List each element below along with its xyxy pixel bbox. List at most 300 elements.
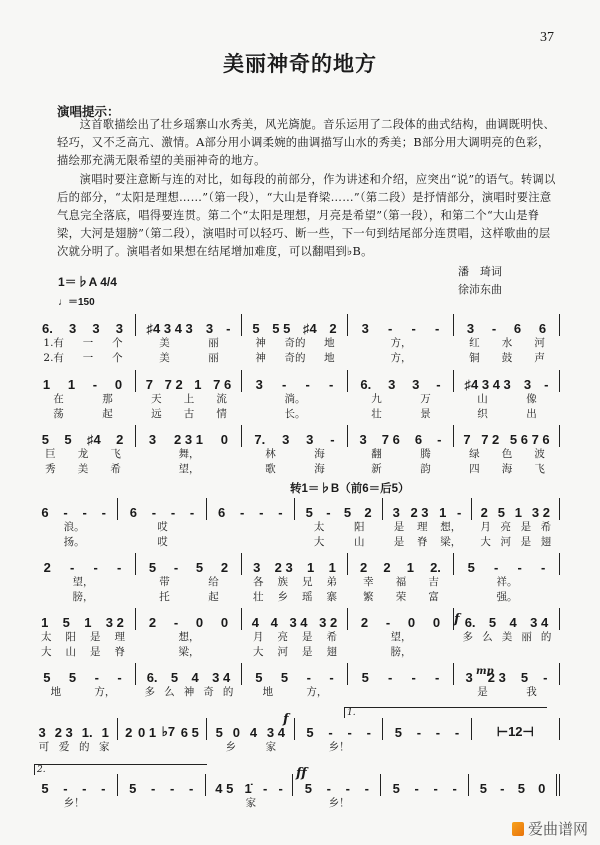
note: 6 — [218, 505, 226, 520]
lyric-measure — [472, 740, 560, 755]
lyric-syllable: 山 — [65, 646, 76, 658]
measure — [117, 718, 205, 740]
lyric-syllable: 各 — [253, 576, 264, 588]
note: - — [366, 725, 371, 740]
note: 2 — [383, 560, 391, 575]
lyric-syllable: 飞 — [110, 448, 121, 460]
measure — [30, 663, 135, 685]
lyric-syllable: 方， — [94, 686, 116, 698]
lyric-measure — [348, 462, 454, 477]
note: 5 — [488, 615, 497, 630]
lyric-measure — [383, 535, 471, 550]
lyric-syllable: 浪。 — [63, 521, 85, 533]
lyric-syllable: 在 — [53, 393, 64, 405]
note: - — [436, 377, 441, 392]
lyric-syllable: 大 — [480, 536, 491, 548]
lyric-syllable: 荣 — [395, 591, 407, 603]
note: - — [173, 560, 179, 575]
watermark-text: 爱曲谱网 — [528, 820, 589, 838]
measure — [453, 370, 560, 392]
note: ⊢12⊣ — [496, 724, 534, 739]
lyric-measure — [454, 336, 560, 351]
note: - — [226, 321, 231, 336]
note: - — [387, 670, 393, 685]
note: - — [151, 505, 157, 520]
lyric-measure — [454, 407, 560, 422]
lyric-measure — [242, 351, 348, 366]
lyrics-verse-2 — [30, 535, 560, 550]
note: - — [306, 670, 311, 685]
note: - — [326, 505, 331, 520]
lyric-syllable: 家 — [265, 741, 277, 753]
note: 0 — [538, 781, 546, 796]
note: 5 — [304, 781, 313, 796]
note: 2 — [360, 560, 368, 575]
lyric-measure — [472, 796, 560, 811]
note: - — [454, 725, 460, 740]
lyric-syllable: 梁， — [440, 536, 462, 548]
note: 0 — [220, 615, 229, 630]
lyric-measure — [136, 685, 242, 700]
lyric-measure — [30, 520, 118, 535]
lyric-syllable: 望， — [178, 463, 200, 475]
note: 3 — [253, 560, 261, 575]
lyric-syllable: 古 — [183, 408, 195, 420]
dynamic-f: f — [283, 712, 289, 727]
lyric-measure — [348, 392, 454, 407]
measure — [206, 718, 294, 740]
lyric-syllable: 淌。 — [284, 393, 306, 405]
key-signature: 1＝♭A 4/4 — [58, 275, 117, 289]
note: 2 — [116, 432, 124, 447]
note: 0 1 — [138, 725, 157, 740]
lyric-syllable: 水 — [501, 337, 513, 349]
lyric-syllable: 韵 — [420, 463, 431, 475]
note: - — [94, 670, 99, 685]
lyric-measure — [295, 520, 383, 535]
measure — [241, 608, 347, 630]
lyric-syllable: 脊 — [416, 536, 428, 548]
note: 5 — [361, 670, 369, 685]
note: - — [170, 781, 175, 796]
measure — [347, 370, 453, 392]
note: - — [262, 781, 268, 796]
note: 0 — [195, 615, 204, 630]
dynamic-ff: ff — [296, 766, 307, 781]
lyric-syllable: 希 — [540, 521, 552, 533]
note: 2 3 — [54, 725, 73, 740]
lyric-syllable: 是 — [520, 521, 532, 533]
lyric-syllable: 丽 — [521, 631, 532, 643]
note: ♭7 — [161, 724, 176, 739]
volta-second-ending: 2. — [34, 764, 207, 775]
measure — [453, 425, 560, 447]
lyrics-verse-2 — [30, 351, 560, 366]
note: - — [385, 615, 391, 630]
note: 5 — [467, 560, 475, 575]
lyric-measure — [136, 351, 242, 366]
score-system — [30, 314, 560, 366]
note: 6 — [414, 432, 423, 447]
measure — [30, 774, 117, 796]
lyric-syllable: 是 — [90, 646, 101, 658]
lyric-syllable: 乡！ — [328, 741, 350, 753]
note: 3 — [282, 432, 290, 447]
lyric-measure — [472, 520, 560, 535]
note: - — [491, 321, 497, 336]
lyric-syllable: 寨 — [326, 591, 337, 603]
note: 3 4 — [212, 670, 231, 685]
measure — [30, 608, 135, 630]
note: 5 6 7 6 — [509, 432, 550, 447]
note: 7. — [254, 432, 266, 447]
lyric-syllable: 美 — [77, 463, 89, 475]
lyric-measure — [30, 796, 118, 811]
lyric-syllable: 腾 — [420, 448, 431, 460]
lyric-syllable: 一 — [82, 337, 94, 349]
lyrics-verse-1 — [30, 575, 560, 590]
note: 0 — [114, 377, 123, 392]
lyric-syllable: 是 — [90, 631, 101, 643]
lyric-measure — [207, 520, 295, 535]
note: - — [543, 670, 548, 685]
lyric-syllable: 太 — [41, 631, 52, 643]
note: - — [544, 377, 549, 392]
note: 5 — [148, 560, 157, 575]
note: 0 — [407, 615, 416, 630]
lyric-syllable: 乡！ — [63, 797, 85, 809]
lyric-syllable: 壮 — [371, 408, 382, 420]
lyric-measure — [136, 392, 242, 407]
notation-row — [30, 370, 560, 392]
lyric-measure — [136, 630, 242, 645]
note: 1. — [81, 725, 93, 740]
note: - — [414, 781, 419, 796]
lyric-syllable: 2.有 — [43, 352, 64, 364]
note: 3 2 — [319, 615, 338, 630]
lyric-syllable: 起 — [102, 408, 113, 420]
lyric-syllable: 希 — [326, 631, 337, 643]
note: 5 — [64, 432, 72, 447]
note: - — [170, 505, 176, 520]
measure — [241, 553, 347, 575]
note: - — [82, 781, 87, 796]
lyric-measure — [454, 392, 560, 407]
measure — [135, 553, 241, 575]
measure — [468, 774, 560, 796]
notation-row — [30, 553, 560, 575]
note: 7 2 — [164, 377, 183, 392]
notation-row — [30, 498, 560, 520]
composer: 徐沛东曲 — [458, 283, 502, 296]
lyric-syllable: 长。 — [284, 408, 306, 420]
lyric-syllable: 祥。 — [496, 576, 518, 588]
lyrics-verse-1 — [30, 392, 560, 407]
lyric-syllable: 绿 — [469, 448, 480, 460]
notation-row — [30, 314, 560, 336]
measure — [30, 314, 135, 336]
lyric-syllable: 膀， — [72, 591, 94, 603]
lyrics-verse-1 — [30, 796, 560, 811]
note: - — [117, 560, 122, 575]
lyric-syllable: 方， — [306, 686, 328, 698]
note: 4 5 — [215, 781, 234, 796]
notation-row — [30, 608, 560, 630]
dynamic-f: f — [454, 612, 460, 627]
note: 5 — [68, 670, 77, 685]
lyric-syllable: 河 — [277, 646, 288, 658]
notation-row — [30, 425, 560, 447]
lyric-measure — [242, 630, 348, 645]
note: 5 — [520, 670, 529, 685]
note: 6. — [42, 321, 53, 336]
note: 1 — [67, 377, 76, 392]
score-system — [30, 663, 560, 700]
measure — [347, 608, 453, 630]
lyric-syllable: 起 — [208, 591, 219, 603]
lyric-syllable: 声 — [534, 352, 545, 364]
lyric-syllable: 弟 — [326, 576, 337, 588]
lyric-syllable: 福 — [395, 576, 407, 588]
lyric-syllable: 想， — [178, 631, 200, 643]
note: ♯4 — [302, 321, 317, 336]
measure — [453, 553, 560, 575]
note: 2 — [148, 615, 157, 630]
lyric-syllable: 河 — [500, 536, 511, 548]
lyric-measure — [136, 590, 242, 605]
lyric-syllable: 哎 — [157, 521, 168, 533]
lyric-syllable: 林 — [265, 448, 276, 460]
lyric-measure — [242, 336, 348, 351]
lyric-syllable: 美 — [159, 337, 170, 349]
lyric-syllable: 阳 — [353, 521, 365, 533]
note: 1̇ — [244, 781, 252, 796]
note: 7 — [145, 377, 154, 392]
lyric-syllable: 个 — [112, 352, 123, 364]
lyric-syllable: 铜 — [469, 352, 480, 364]
note: - — [435, 725, 441, 740]
lyric-measure — [383, 520, 471, 535]
lyric-syllable: 山 — [353, 536, 365, 548]
lyric-syllable: 梁， — [178, 646, 200, 658]
note: 5 5 — [272, 321, 291, 336]
lyric-syllable: 歌 — [265, 463, 276, 475]
note: 2 — [329, 321, 337, 336]
lyric-syllable: 么 — [164, 686, 175, 698]
lyric-measure — [30, 535, 118, 550]
lyric-syllable: 乡 — [225, 741, 236, 753]
note: 3 — [361, 321, 369, 336]
lyric-syllable: 海 — [314, 463, 325, 475]
lyric-syllable: 亮 — [500, 521, 511, 533]
lyric-syllable: 是 — [302, 646, 313, 658]
lyric-syllable: 色 — [501, 448, 513, 460]
note: - — [240, 505, 245, 520]
lyric-syllable: 荡 — [53, 408, 64, 420]
measure — [453, 608, 560, 630]
note: 4 — [270, 615, 278, 630]
lyric-syllable: 美 — [501, 631, 513, 643]
lyric-syllable: 神 — [255, 352, 266, 364]
lyric-measure — [30, 336, 136, 351]
note: - — [435, 670, 440, 685]
note: - — [364, 781, 369, 796]
lyric-syllable: 新 — [371, 463, 382, 475]
lyric-measure — [348, 590, 454, 605]
lyric-syllable: 是 — [393, 536, 405, 548]
note: - — [305, 377, 310, 392]
performance-hints — [57, 116, 557, 262]
note: 2 3 — [487, 670, 506, 685]
notation-row — [30, 663, 560, 685]
note: - — [411, 321, 416, 336]
note: 3 — [148, 432, 157, 447]
lyric-measure — [383, 740, 471, 755]
measure — [471, 718, 560, 740]
lyric-measure — [242, 462, 348, 477]
note: 2 — [480, 505, 488, 520]
note: 1 — [42, 377, 51, 392]
note: - — [435, 321, 440, 336]
lyric-syllable: 繁 — [363, 591, 374, 603]
lyrics-verse-1 — [30, 630, 560, 645]
lyric-syllable: 可 — [38, 741, 50, 753]
lyric-syllable: 丽 — [208, 337, 219, 349]
lyric-measure — [348, 575, 454, 590]
note: 3 — [388, 377, 396, 392]
note: 6. — [464, 615, 476, 630]
note: 3 — [412, 377, 420, 392]
lyric-syllable: 地 — [262, 686, 274, 698]
lyric-syllable: 景 — [420, 408, 431, 420]
lyric-measure — [118, 740, 206, 755]
lyric-syllable: 想， — [440, 521, 462, 533]
music-note-logo-icon — [512, 822, 524, 836]
page-number: 37 — [540, 30, 554, 45]
measure — [205, 774, 293, 796]
lyric-syllable: 太 — [313, 521, 325, 533]
note: 2 — [220, 560, 229, 575]
note: - — [416, 725, 422, 740]
note: - — [92, 377, 98, 392]
lyric-syllable: 是 — [477, 686, 488, 698]
lyric-measure — [30, 740, 118, 755]
measure — [292, 774, 380, 796]
note: - — [189, 505, 195, 520]
note: 6 — [129, 505, 137, 520]
note: 7 2 — [481, 432, 500, 447]
note: 5 — [343, 505, 352, 520]
measure — [382, 718, 470, 740]
note: 5 — [517, 781, 525, 796]
measure — [471, 498, 560, 520]
note: 1 — [514, 505, 523, 520]
note: 5 — [43, 670, 51, 685]
lyric-measure — [30, 575, 136, 590]
note: 3 — [255, 377, 263, 392]
lyric-measure — [30, 462, 136, 477]
lyric-measure — [348, 447, 454, 462]
lyric-syllable: 乡！ — [328, 797, 350, 809]
lyric-measure — [30, 590, 136, 605]
lyrics-verse-2 — [30, 645, 560, 660]
lyric-measure — [454, 462, 560, 477]
lyric-measure — [207, 740, 295, 755]
lyric-syllable: 大 — [41, 646, 52, 658]
note: 5 — [170, 670, 179, 685]
lyric-measure — [118, 535, 206, 550]
lyric-measure — [207, 535, 295, 550]
lyric-syllable: 地 — [324, 352, 335, 364]
lyric-measure — [454, 351, 560, 366]
lyric-syllable: 鼓 — [501, 352, 513, 364]
lyric-syllable: 个 — [112, 337, 123, 349]
lyric-measure — [454, 447, 560, 462]
note: 2 3 1 — [174, 432, 203, 447]
lyric-syllable: 哎 — [157, 536, 168, 548]
lyric-measure — [383, 796, 471, 811]
lyric-syllable: 远 — [151, 408, 162, 420]
lyric-syllable: 么 — [482, 631, 493, 643]
lyric-syllable: 1.有 — [43, 337, 64, 349]
lyric-syllable: 是 — [302, 631, 313, 643]
lyric-measure — [30, 407, 136, 422]
volta-first-ending: 1. — [344, 707, 547, 718]
note: - — [63, 505, 68, 520]
lyric-measure — [136, 447, 242, 462]
lyric-measure — [242, 575, 348, 590]
lyric-syllable: 丽 — [208, 352, 219, 364]
note: 3 — [92, 321, 100, 336]
note: - — [456, 505, 462, 520]
note: - — [500, 781, 505, 796]
note: - — [101, 505, 106, 520]
note: 3 2 — [105, 615, 124, 630]
note: - — [278, 505, 283, 520]
measure — [135, 314, 241, 336]
lyric-syllable: 家 — [99, 741, 110, 753]
measure — [117, 774, 205, 796]
lyric-measure — [295, 796, 383, 811]
note: - — [259, 505, 264, 520]
measure — [30, 425, 135, 447]
lyric-syllable: 那 — [102, 393, 113, 405]
lyric-syllable: 飞 — [534, 463, 545, 475]
note: - — [328, 725, 333, 740]
note: 3 2 — [531, 505, 550, 520]
lyric-syllable: 爱 — [58, 741, 70, 753]
lyric-syllable: 月 — [253, 631, 264, 643]
note: 1 — [439, 505, 447, 520]
measure — [135, 425, 241, 447]
note: 1 — [307, 560, 315, 575]
hint-paragraph: 演唱时要注意断与连的对比，如每段的前部分，作为讲述和介绍，应突出“说”的语气。转调以后的部分，“太阳是理想……”（第一段），“大山是脊梁……”（第二段）是抒情部分，演唱时要注意气息完全落底，唱得要连贯。第二个“太阳是理想，月亮是希望”（第一段），和第二个“大山是脊梁，大河是翅膀”（第二段），演唱时可以轻巧、断一些，下一句到结尾部分连贯唱，这样歌曲的层次就分明了。演唱者如果想在结尾增加难度，可以翻唱到♭B。 — [57, 172, 556, 259]
lyric-measure — [118, 520, 206, 535]
note: 5 — [62, 615, 70, 630]
lyric-measure — [348, 685, 454, 700]
score-system — [30, 608, 560, 660]
note: 6. — [146, 670, 158, 685]
note: - — [411, 670, 416, 685]
modulation-marking: 转1＝♭B（前6＝后5） — [290, 483, 410, 495]
lyric-measure — [242, 407, 348, 422]
measure — [347, 425, 453, 447]
note: 3 — [359, 432, 367, 447]
measure — [347, 663, 453, 685]
lyric-syllable: 望， — [72, 576, 94, 588]
lyric-syllable: 强。 — [496, 591, 518, 603]
note: 3 4 — [530, 615, 549, 630]
